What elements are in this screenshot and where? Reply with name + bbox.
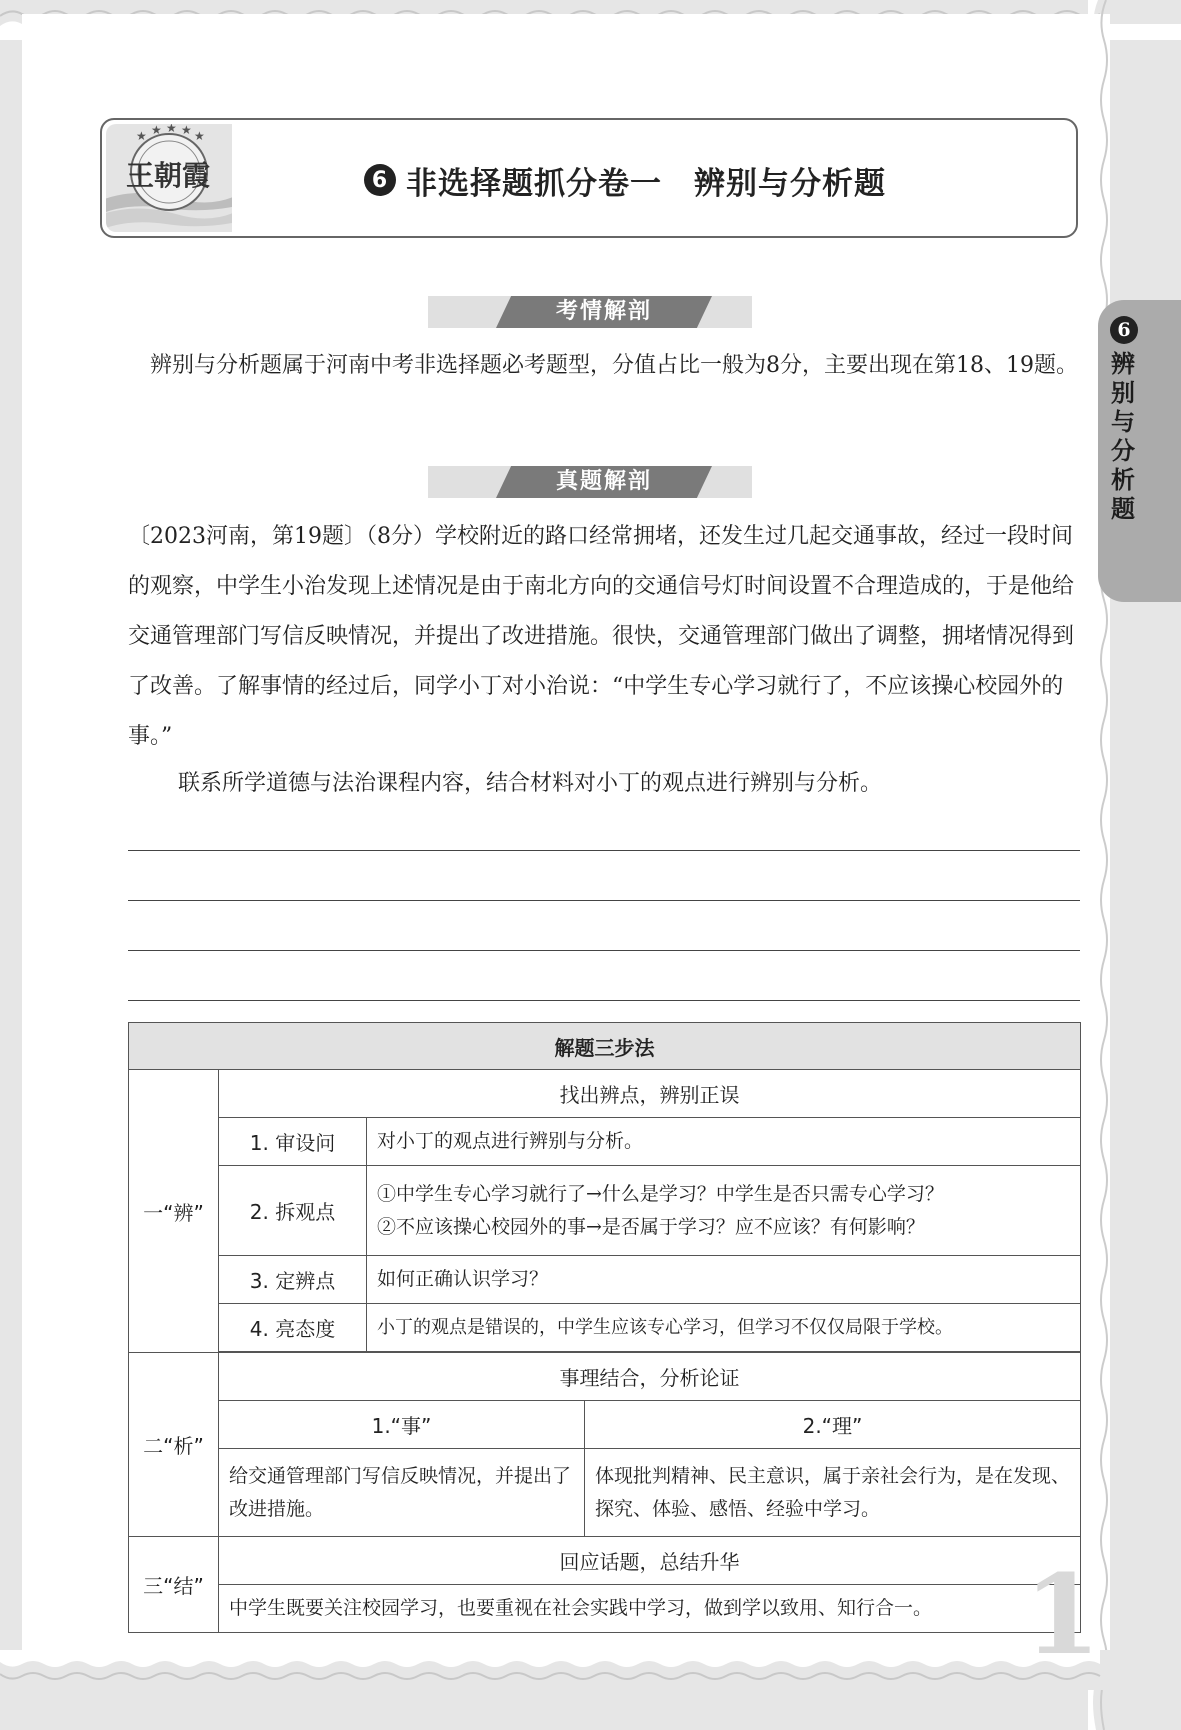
step2-col1-content: 给交通管理部门写信反映情况，并提出了改进措施。 (219, 1449, 585, 1537)
side-tab-label: 辨别与分析题 (1111, 350, 1135, 523)
chapter-number-badge: 6 (364, 164, 396, 196)
side-tab-number: 6 (1110, 316, 1138, 344)
section-heading-text: 考情解剖 (555, 299, 652, 324)
step1-row-content: 对小丁的观点进行辨别与分析。 (367, 1118, 1081, 1166)
step1-row-name: 2. 拆观点 (219, 1166, 367, 1256)
question-task-text: 联系所学道德与法治课程内容，结合材料对小丁的观点进行辨别与分析。 (178, 771, 883, 796)
chapter-title-sub: 辨别与分析题 (694, 165, 886, 202)
side-chapter-tab[interactable] (1098, 300, 1181, 602)
step1-row-content: 小丁的观点是错误的，中学生应该专心学习，但学习不仅仅局限于学校。 (367, 1304, 1081, 1352)
answer-line[interactable] (128, 950, 1080, 951)
section-heading-text: 真题解剖 (555, 469, 652, 494)
svg-text:★: ★ (194, 129, 205, 143)
logo-lettering: 王朝霞 (125, 159, 210, 192)
brand-logo (106, 124, 232, 232)
step1-row-name: 1. 审设问 (219, 1118, 367, 1166)
viewpoint-1: ①中学生专心学习就行了→什么是学习？中学生是否只需专心学习？ (377, 1182, 944, 1205)
chapter-header (100, 118, 1078, 238)
answer-line[interactable] (128, 900, 1080, 901)
svg-text:★: ★ (151, 124, 162, 137)
question-material: 〔2023河南，第19题〕（8分）学校附近的路口经常拥堵，还发生过几起交通事故，经过一段时间的观察，中学生小治发现上述情况是由于南北方向的交通信号灯时间设置不合理造成的，于是他给交通管理部门写信反映情况，并提出了改进措施。很快，交通管理部门做出了调整，拥堵情况得到了改善。了解事情的经过后，同学小丁对小治说：“中学生专心学习就行了，不应该操心校园外的事。” (128, 524, 1075, 749)
exam-analysis-text: 辨别与分析题属于河南中考非选择题必考题型，分值占比一般为8分，主要出现在第18、19题。 (150, 353, 1078, 378)
chapter-title-main: 非选择题抓分卷一 (406, 165, 662, 202)
step2-col2-header: 2.“理” (585, 1401, 1081, 1449)
step2-col1-header: 1.“事” (219, 1401, 585, 1449)
svg-text:★: ★ (136, 129, 147, 143)
exam-analysis-paragraph (100, 342, 1080, 390)
svg-text:★: ★ (166, 124, 177, 135)
step2-header: 事理结合，分析论证 (219, 1353, 1081, 1401)
step1-label: 一“辨” (129, 1070, 219, 1353)
page-border-bottom (0, 1650, 1181, 1690)
step1-row-content: 如何正确认识学习？ (367, 1256, 1081, 1304)
step2-label: 二“析” (129, 1353, 219, 1537)
question-task (128, 760, 1080, 808)
page-number: 1 (1024, 1550, 1101, 1679)
step1-header: 找出辨点，辨别正误 (219, 1070, 1081, 1118)
section-heading-exam-analysis (428, 296, 752, 328)
step3-header: 回应话题，总结升华 (219, 1537, 1081, 1585)
step3-label: 三“结” (129, 1537, 219, 1633)
solution-method-table (128, 1022, 1081, 1633)
answer-line[interactable] (128, 850, 1080, 851)
step1-row-name: 3. 定辨点 (219, 1256, 367, 1304)
viewpoint-2: ②不应该操心校园外的事→是否属于学习？应不应该？有何影响？ (377, 1215, 925, 1238)
answer-line[interactable] (128, 1000, 1080, 1001)
chapter-title (364, 158, 984, 202)
page-border-right (1088, 0, 1128, 1730)
method-table-title: 解题三步法 (129, 1023, 1081, 1070)
step1-row-name: 4. 亮态度 (219, 1304, 367, 1352)
step1-row-content (367, 1166, 1081, 1256)
step3-content: 中学生既要关注校园学习，也要重视在社会实践中学习，做到学以致用、知行合一。 (219, 1585, 1081, 1633)
svg-text:★: ★ (181, 124, 192, 137)
section-heading-real-question (428, 466, 752, 498)
step2-col2-content: 体现批判精神、民主意识，属于亲社会行为，是在发现、探究、体验、感悟、经验中学习。 (585, 1449, 1081, 1537)
